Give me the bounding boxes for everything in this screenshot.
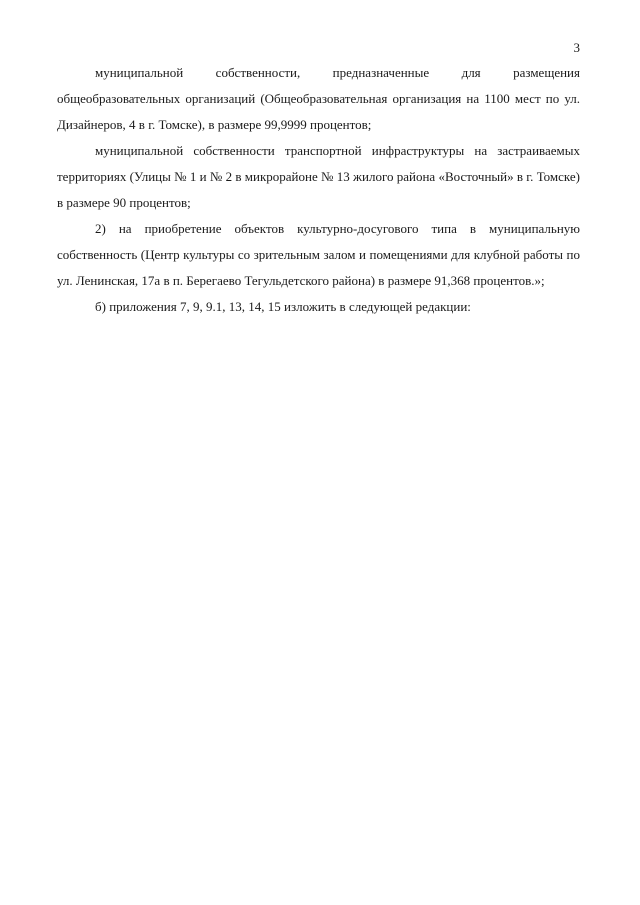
paragraph-appendices: б) приложения 7, 9, 9.1, 13, 14, 15 изложить в следующей редакции: <box>95 299 471 314</box>
paragraph-cultural-objects: 2) на приобретение объектов культурно-досугового типа в муниципальную собственность (Центр культуры со зрительным залом и помещениями для клубной работы по ул. Ленинская, 17а в п. Берегаево Тегульдетского района) в размере 91,368 процентов.»; <box>57 221 580 288</box>
paragraph-transport-infrastructure: муниципальной собственности транспортной инфраструктуры на застраиваемых территориях (Улицы № 1 и № 2 в микрорайоне № 13 жилого района «Восточный» в г. Томске) в размере 90 процентов; <box>57 143 580 210</box>
page-number: 3 <box>573 40 580 55</box>
document-body <box>57 60 580 320</box>
paragraph-educational-property: муниципальной собственности, предназначенные для размещения общеобразовательных организаций (Общеобразовательная организация на 1100 мест по ул. Дизайнеров, 4 в г. Томске), в размере 99,9999 процентов; <box>57 65 580 132</box>
